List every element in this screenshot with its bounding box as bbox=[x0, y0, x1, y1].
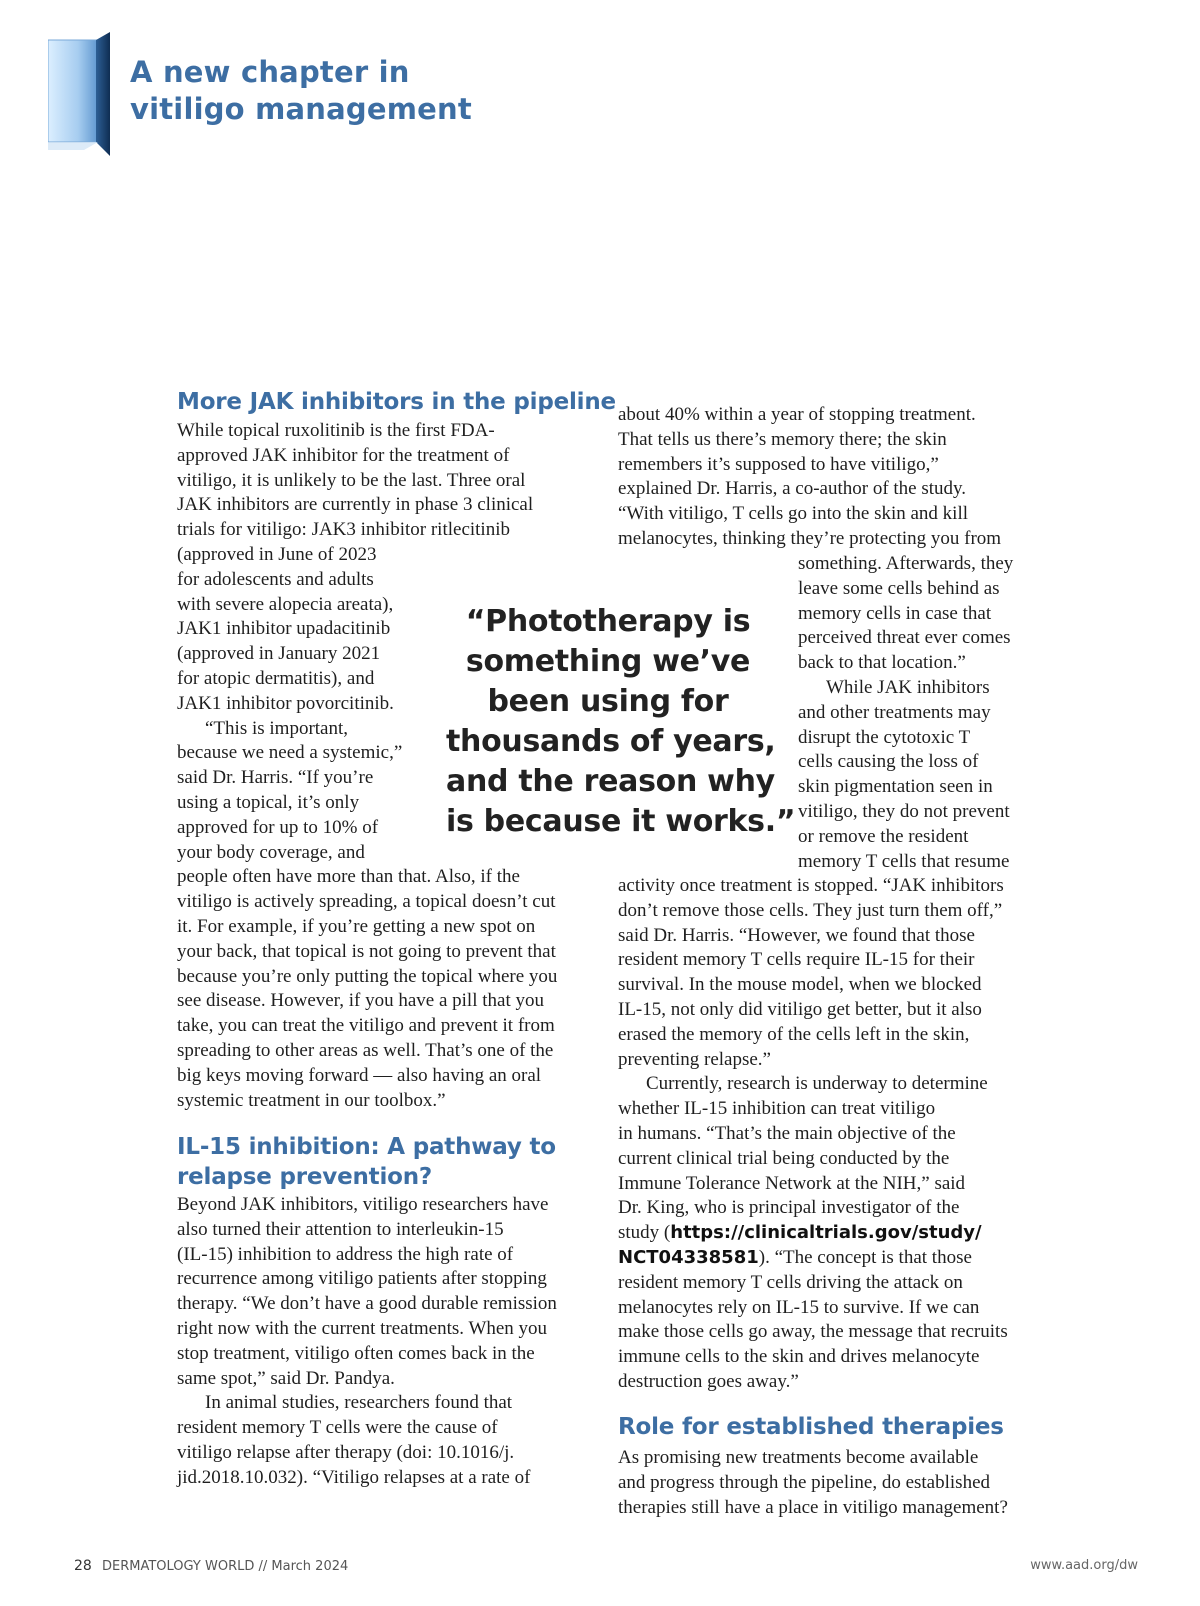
text-line: therapy. “We don’t have a good durable remission bbox=[177, 1293, 557, 1315]
column1-il15-body bbox=[177, 1193, 557, 1491]
text-line: Currently, research is underway to determine bbox=[646, 1073, 988, 1095]
text-line: disrupt the cytotoxic T bbox=[798, 726, 971, 748]
text-line: trials for vitiligo: JAK3 inhibitor ritlecitinib bbox=[177, 519, 510, 541]
text-line: about 40% within a year of stopping treatment. bbox=[618, 404, 976, 425]
text-line: therapies still have a place in vitiligo management? bbox=[618, 1496, 1008, 1518]
column2-role-body bbox=[618, 1446, 1008, 1520]
text-line bbox=[618, 1221, 1008, 1246]
study-suffix: ). “The concept is that those bbox=[758, 1246, 972, 1268]
column2-top bbox=[618, 403, 1001, 552]
text-line: As promising new treatments become available bbox=[618, 1447, 979, 1468]
text-line: erased the memory of the cells left in the skin, bbox=[618, 1023, 970, 1045]
text-line: “With vitiligo, T cells go into the skin and kill bbox=[618, 503, 969, 525]
text-line: same spot,” said Dr. Pandya. bbox=[177, 1367, 395, 1389]
study-prefix: study ( bbox=[618, 1222, 671, 1244]
text-line: approved for up to 10% of bbox=[177, 816, 379, 838]
pull-quote-line: is because it works.” bbox=[446, 804, 796, 839]
text-line: back to that location.” bbox=[798, 652, 966, 674]
text-line: because you’re only putting the topical where you bbox=[177, 965, 558, 987]
text-line: Immune Tolerance Network at the NIH,” said bbox=[618, 1172, 966, 1194]
text-line: (IL-15) inhibition to address the high rate of bbox=[177, 1243, 514, 1265]
text-line: immune cells to the skin and drives melanocyte bbox=[618, 1346, 980, 1368]
page-number: 28 bbox=[74, 1558, 92, 1574]
text-line: your body coverage, and bbox=[177, 841, 365, 863]
pull-quote-line: “Phototherapy is bbox=[465, 604, 751, 639]
pull-quote bbox=[446, 602, 796, 842]
text-line bbox=[618, 1246, 1008, 1271]
text-line: (approved in January 2021 bbox=[177, 643, 381, 665]
text-line: In animal studies, researchers found that bbox=[205, 1392, 513, 1414]
text-line: also turned their attention to interleukin-15 bbox=[177, 1218, 504, 1240]
heading-line: IL-15 inhibition: A pathway to bbox=[177, 1134, 556, 1160]
text-line: That tells us there’s memory there; the skin bbox=[618, 428, 947, 450]
text-line: for atopic dermatitis), and bbox=[177, 667, 375, 689]
text-line: (approved in June of 2023 bbox=[177, 543, 377, 565]
text-line: in humans. “That’s the main objective of the bbox=[618, 1122, 956, 1144]
text-line: survival. In the mouse model, when we blocked bbox=[618, 974, 982, 996]
text-line: perceived threat ever comes bbox=[798, 627, 1011, 649]
column2-bottom bbox=[618, 874, 1008, 1395]
text-line: current clinical trial being conducted by the bbox=[618, 1147, 950, 1169]
footer-left bbox=[74, 1558, 348, 1574]
text-line: melanocytes, thinking they’re protecting you from bbox=[618, 527, 1002, 549]
text-line: recurrence among vitiligo patients after stopping bbox=[177, 1268, 547, 1290]
text-line: see disease. However, if you have a pill that you bbox=[177, 990, 544, 1012]
text-line: people often have more than that. Also, if the bbox=[177, 866, 520, 888]
pull-quote-line: been using for bbox=[487, 684, 729, 719]
text-line: jid.2018.10.032). “Vitiligo relapses at a rate of bbox=[177, 1466, 531, 1488]
text-line: destruction goes away.” bbox=[618, 1370, 799, 1392]
clinical-trial-id-link[interactable]: NCT04338581 bbox=[618, 1246, 759, 1268]
text-line: remembers it’s supposed to have vitiligo,” bbox=[618, 453, 939, 475]
text-line: vitiligo, they do not prevent bbox=[798, 800, 1010, 822]
text-line: or remove the resident bbox=[798, 825, 969, 847]
text-line: big keys moving forward — also having an oral bbox=[177, 1064, 542, 1086]
pull-quote-line: something we’ve bbox=[465, 644, 751, 679]
clinical-trial-link[interactable]: https://clinicaltrials.gov/study/ bbox=[670, 1222, 982, 1244]
text-line: and progress through the pipeline, do established bbox=[618, 1471, 991, 1493]
title-line-2: vitiligo management bbox=[130, 92, 472, 126]
open-door-icon bbox=[48, 32, 112, 162]
text-line: spreading to other areas as well. That’s one of the bbox=[177, 1039, 554, 1061]
text-line: your back, that topical is not going to prevent that bbox=[177, 940, 556, 962]
text-line: cells causing the loss of bbox=[798, 751, 979, 773]
text-line: melanocytes rely on IL-15 to survive. If we can bbox=[618, 1296, 980, 1318]
text-line: resident memory T cells require IL-15 for their bbox=[618, 949, 975, 971]
text-line: IL-15, not only did vitiligo get better, but it also bbox=[618, 998, 982, 1020]
text-line: activity once treatment is stopped. “JAK inhibitors bbox=[618, 875, 1004, 896]
text-line: take, you can treat the vitiligo and prevent it from bbox=[177, 1015, 555, 1037]
text-line: make those cells go away, the message that recruits bbox=[618, 1321, 1008, 1343]
pull-quote-line: thousands of years, bbox=[446, 724, 776, 759]
text-line: for adolescents and adults bbox=[177, 568, 374, 590]
text-line: JAK1 inhibitor povorcitinib. bbox=[177, 692, 394, 714]
text-line: leave some cells behind as bbox=[798, 577, 1000, 599]
text-line: JAK1 inhibitor upadacitinib bbox=[177, 618, 391, 640]
heading-line: relapse prevention? bbox=[177, 1164, 433, 1190]
text-line: stop treatment, vitiligo often comes back in the bbox=[177, 1342, 535, 1364]
text-line: While topical ruxolitinib is the first FDA- bbox=[177, 420, 495, 441]
text-line: using a topical, it’s only bbox=[177, 791, 360, 813]
text-line: While JAK inhibitors bbox=[826, 676, 990, 698]
text-line: approved JAK inhibitor for the treatment of bbox=[177, 444, 510, 466]
publication-info: DERMATOLOGY WORLD // March 2024 bbox=[101, 1559, 349, 1574]
text-line: vitiligo, it is unlikely to be the last. Three oral bbox=[177, 469, 526, 491]
text-line: and other treatments may bbox=[798, 701, 991, 723]
pull-quote-line: and the reason why bbox=[446, 764, 775, 799]
text-line: resident memory T cells were the cause of bbox=[177, 1417, 498, 1439]
text-line: preventing relapse.” bbox=[618, 1048, 771, 1070]
text-line: memory T cells that resume bbox=[798, 850, 1010, 872]
text-line: something. Afterwards, they bbox=[798, 553, 1014, 574]
text-line: right now with the current treatments. When you bbox=[177, 1317, 548, 1339]
section-heading-jak: More JAK inhibitors in the pipeline bbox=[177, 389, 616, 415]
text-line: systemic treatment in our toolbox.” bbox=[177, 1089, 446, 1111]
page-title bbox=[130, 54, 472, 128]
text-line: said Dr. Harris. “However, we found that those bbox=[618, 924, 975, 946]
text-line: whether IL-15 inhibition can treat vitiligo bbox=[618, 1098, 936, 1120]
text-line: Dr. King, who is principal investigator of the bbox=[618, 1197, 960, 1219]
section-heading-il15 bbox=[177, 1132, 556, 1192]
text-line: explained Dr. Harris, a co-author of the study. bbox=[618, 478, 967, 500]
section-heading-role: Role for established therapies bbox=[618, 1414, 1004, 1440]
title-line-1: A new chapter in bbox=[130, 55, 410, 89]
text-line: “This is important, bbox=[205, 717, 349, 739]
text-line: don’t remove those cells. They just turn them off,” bbox=[618, 899, 1003, 921]
column2-narrow bbox=[798, 552, 1013, 874]
text-line: said Dr. Harris. “If you’re bbox=[177, 767, 374, 789]
text-line: Beyond JAK inhibitors, vitiligo researchers have bbox=[177, 1194, 549, 1215]
text-line: JAK inhibitors are currently in phase 3 clinical bbox=[177, 494, 534, 516]
text-line: memory cells in case that bbox=[798, 602, 992, 624]
text-line: skin pigmentation seen in bbox=[798, 776, 993, 798]
text-line: because we need a systemic,” bbox=[177, 742, 403, 764]
text-line: vitiligo is actively spreading, a topical doesn’t cut bbox=[177, 891, 556, 913]
text-line: vitiligo relapse after therapy (doi: 10.1016/j. bbox=[177, 1441, 515, 1463]
footer-url[interactable]: www.aad.org/dw bbox=[1030, 1558, 1138, 1573]
text-line: with severe alopecia areata), bbox=[177, 593, 394, 615]
text-line: resident memory T cells driving the attack on bbox=[618, 1271, 963, 1293]
text-line: it. For example, if you’re getting a new spot on bbox=[177, 915, 536, 937]
